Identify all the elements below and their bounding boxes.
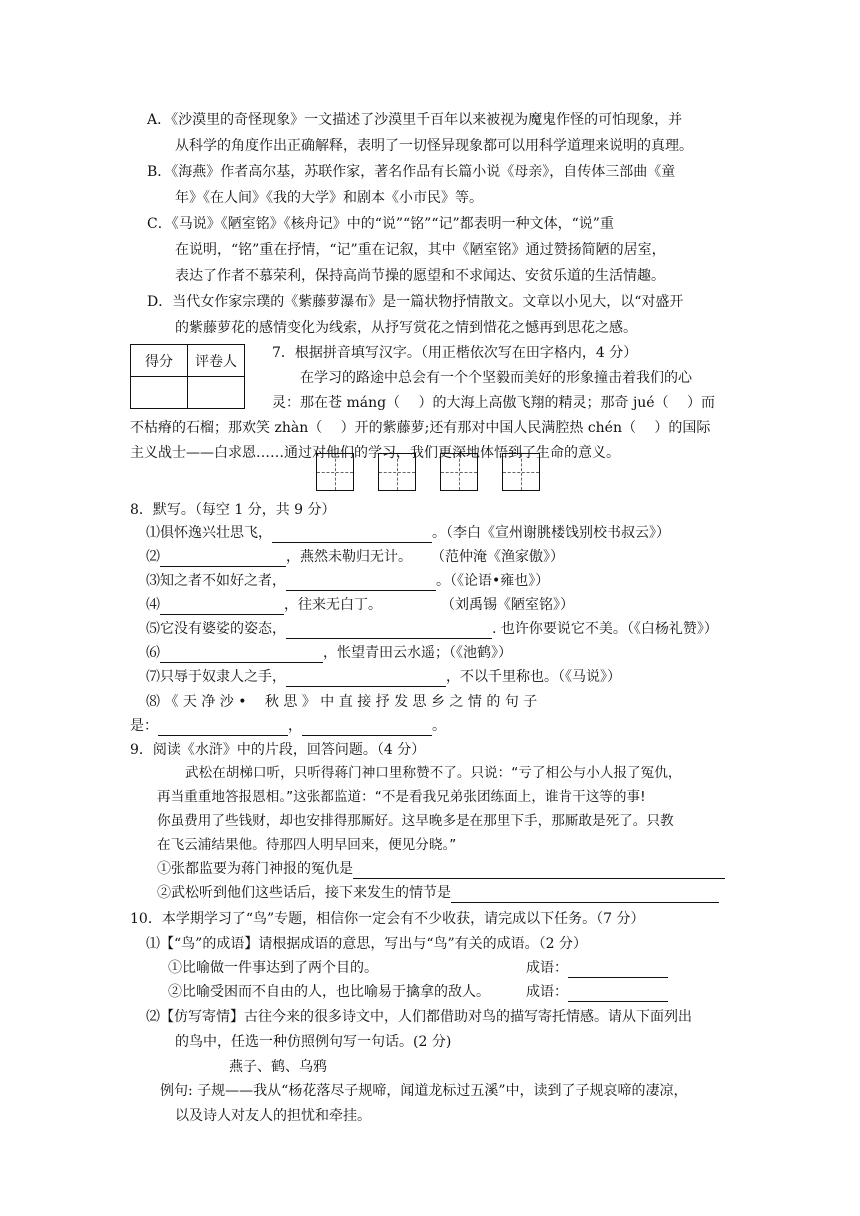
q8-item-7-text: ⑺只辱于奴隶人之手， [146, 669, 286, 685]
q9-passage-line3: 你虽费用了些钱财，却也安排得那厮好。这早晚多是在那里下手，那厮敢是死了。只教 [157, 813, 674, 829]
reviewer-cell[interactable] [188, 377, 245, 409]
q10-idiom-item-1: ①比喻做一件事达到了两个目的。 [168, 960, 378, 976]
q10-example-line1: 例句: 子规——我从“杨花落尽子规啼，闻道龙标过五溪”中，读到了子规哀啼的凄凉， [160, 1083, 688, 1099]
q9-question-2 [157, 883, 719, 903]
q8-item-3-source: 。（《论语•雍也》） [436, 573, 550, 589]
q8-item-4 [146, 595, 574, 615]
q8-item-3-text: ⑶知之者不如好之者， [146, 573, 286, 589]
q6-option-c-line3: 表达了作者不慕荣利，保持高尚节操的愿望和不求闻达、安贫乐道的生活情趣。 [175, 268, 665, 284]
q6-option-d-line1: D．当代女作家宗璞的《紫藤萝瀑布》是一篇状物抒情散文。文章以小见大，以“对盛开 [147, 294, 684, 310]
q10-part2-line2: 的鸟中，任选一种仿照例句写一句话。(2 分) [175, 1034, 452, 1050]
q8-blank-6[interactable] [160, 646, 323, 663]
q10-part1-title: ⑴【“鸟”的成语】请根据成语的意思，写出与“鸟”有关的成语。（2 分） [146, 936, 587, 952]
q8-item-7 [146, 667, 621, 687]
q6-option-c-line2: 在说明，“铭”重在抒情，“记”重在记叙，其中《陋室铭》通过赞扬简陋的居室， [175, 242, 666, 258]
q10-bird-list: 燕子、鹤、乌鸦 [229, 1059, 327, 1075]
q10-idiom-label-1: 成语： [526, 960, 568, 976]
tianzige-box-2[interactable] [378, 453, 416, 491]
q10-idiom-label-2: 成语： [526, 984, 568, 1000]
q8-item-5 [146, 619, 718, 639]
q8-item-5-source: . 也许你要说它不美。（《白杨礼赞》） [492, 621, 718, 637]
q8-item-5-text: ⑸它没有婆娑的姿态， [146, 621, 286, 637]
q7-line1: 在学习的路途中总会有一个个坚毅而美好的形象撞击着我们的心 [300, 370, 692, 386]
q7-line4: 主义战士——白求恩……通过对他们的学习，我们更深地体悟到了生命的意义。 [130, 445, 620, 461]
q7-title: 7．根据拼音填写汉字。（用正楷依次写在田字格内，4 分） [272, 345, 638, 361]
q8-item-2-text: ，燕然未勒归无计。 [286, 549, 412, 565]
q7-line2: 灵：那在苍 máng（ ）的大海上高傲飞翔的精灵；那奇 jué（ ）而 [272, 395, 716, 411]
reviewer-header: 评卷人 [188, 345, 245, 377]
score-cell[interactable] [131, 377, 188, 409]
q8-item-8-prefix: 是： [130, 718, 158, 734]
tianzige-box-1[interactable] [316, 453, 354, 491]
q8-item-4-num: ⑷ [146, 597, 160, 613]
q10-idiom-item-2: ②比喻受困而不自由的人，也比喻易于擒拿的敌人。 [168, 984, 490, 1000]
q9-passage-line4: 在飞云浦结果他。待那四人明早回来，便见分晓。” [157, 837, 457, 853]
q6-option-b-line1: B．《海燕》作者高尔基，苏联作家，著名作品有长篇小说《母亲》，自传体三部曲《童 [147, 164, 676, 180]
q8-item-1-text: ⑴俱怀逸兴壮思飞， [146, 525, 272, 541]
q7-line3: 不枯瘠的石榴；那欢笑 zhàn（ ）开的紫藤萝;还有那对中国人民满腔热 chén（ ）的国际 [130, 420, 711, 436]
q9-title: 9．阅读《水浒》中的片段，回答问题。（4 分） [130, 742, 426, 758]
q8-item-6-text: ，怅望青田云水遥；（《池鹤》） [323, 645, 512, 661]
q8-title: 8．默写。（每空 1 分，共 9 分） [130, 502, 336, 518]
q8-item-1 [146, 523, 670, 543]
q8-blank-1[interactable] [272, 526, 432, 543]
tianzige-box-4[interactable] [502, 453, 540, 491]
q8-blank-8a[interactable] [158, 719, 288, 736]
score-table [130, 344, 245, 409]
q8-blank-2[interactable] [160, 550, 286, 567]
q9-passage-line1: 武松在胡梯口听，只听得蒋门神口里称赞不了。只说：“亏了相公与小人报了冤仇， [185, 765, 682, 781]
q8-item-1-source: 。（李白《宣州谢朓楼饯别校书叔云》） [432, 525, 670, 541]
q8-blank-4[interactable] [160, 598, 284, 615]
q9-question-1-text: ①张都监要为蒋门神报的冤仇是 [157, 861, 353, 877]
q6-option-b-line2: 年》《在人间》《我的大学》和剧本《小市民》等。 [175, 190, 483, 206]
q8-blank-5[interactable] [286, 622, 492, 639]
q9-answer-1[interactable] [353, 862, 725, 879]
q8-item-3 [146, 571, 549, 591]
q9-question-1 [157, 859, 725, 879]
q8-item-8-line2 [130, 716, 446, 736]
q8-item-2 [146, 547, 564, 567]
q8-item-8-comma: ， [288, 718, 302, 734]
q8-item-8-period: 。 [432, 718, 446, 734]
q8-item-2-source: （范仲淹《渔家傲》） [438, 549, 564, 565]
q8-item-6-num: ⑹ [146, 645, 160, 661]
q8-blank-8b[interactable] [302, 719, 432, 736]
q10-part2-line1: ⑵【仿写寄情】古往今来的很多诗文中，人们都借助对鸟的描写寄托情感。请从下面列出 [146, 1009, 692, 1025]
q8-item-6 [146, 643, 512, 663]
q10-idiom-blank-2[interactable] [568, 985, 668, 1002]
q9-passage-line2: 再当重重地答报恩相。”这张都监道：“不是看我兄弟张团练面上，谁肯干这等的事! [157, 789, 646, 805]
q6-option-a-line2: 从科学的角度作出正确解释，表明了一切怪异现象都可以用科学道理来说明的真理。 [175, 138, 693, 154]
q10-idiom-blank-1[interactable] [568, 961, 668, 978]
q8-item-2-num: ⑵ [146, 549, 160, 565]
q6-option-a-line1: A．《沙漠里的奇怪现象》一文描述了沙漠里千百年以来被视为魔鬼作怪的可怕现象，并 [147, 112, 683, 128]
q10-title: 10．本学期学习了“鸟”专题，相信你一定会有不少收获，请完成以下任务。（7 分） [130, 911, 645, 927]
q10-idiom-answer-2 [526, 982, 668, 1002]
q10-idiom-answer-1 [526, 958, 668, 978]
q8-item-4-source: （刘禹锡《陋室铭》） [448, 597, 574, 613]
q10-example-line2: 以及诗人对友人的担忧和牵挂。 [175, 1108, 371, 1124]
q8-item-7-source: ，不以千里称也。（《马说》） [446, 669, 621, 685]
q8-blank-7[interactable] [286, 670, 446, 687]
q9-answer-2[interactable] [451, 886, 719, 903]
q8-item-8-line1: ⑻ 《 天 净 沙 • 秋 思 》 中 直 接 抒 发 思 乡 之 情 的 句 子 [146, 694, 538, 710]
q8-blank-3[interactable] [286, 574, 436, 591]
q6-option-d-line2: 的紫藤萝花的感情变化为线索，从抒写赏花之情到惜花之憾再到思花之感。 [175, 320, 637, 336]
q9-question-2-text: ②武松听到他们这些话后，接下来发生的情节是 [157, 885, 451, 901]
tianzige-box-3[interactable] [440, 453, 478, 491]
q6-option-c-line1: C．《马说》《陋室铭》《核舟记》中的“说”“铭”“记”都表明一种文体，“说”重 [147, 216, 614, 232]
q8-item-4-text: ，往来无白丁。 [284, 597, 382, 613]
score-header: 得分 [131, 345, 188, 377]
